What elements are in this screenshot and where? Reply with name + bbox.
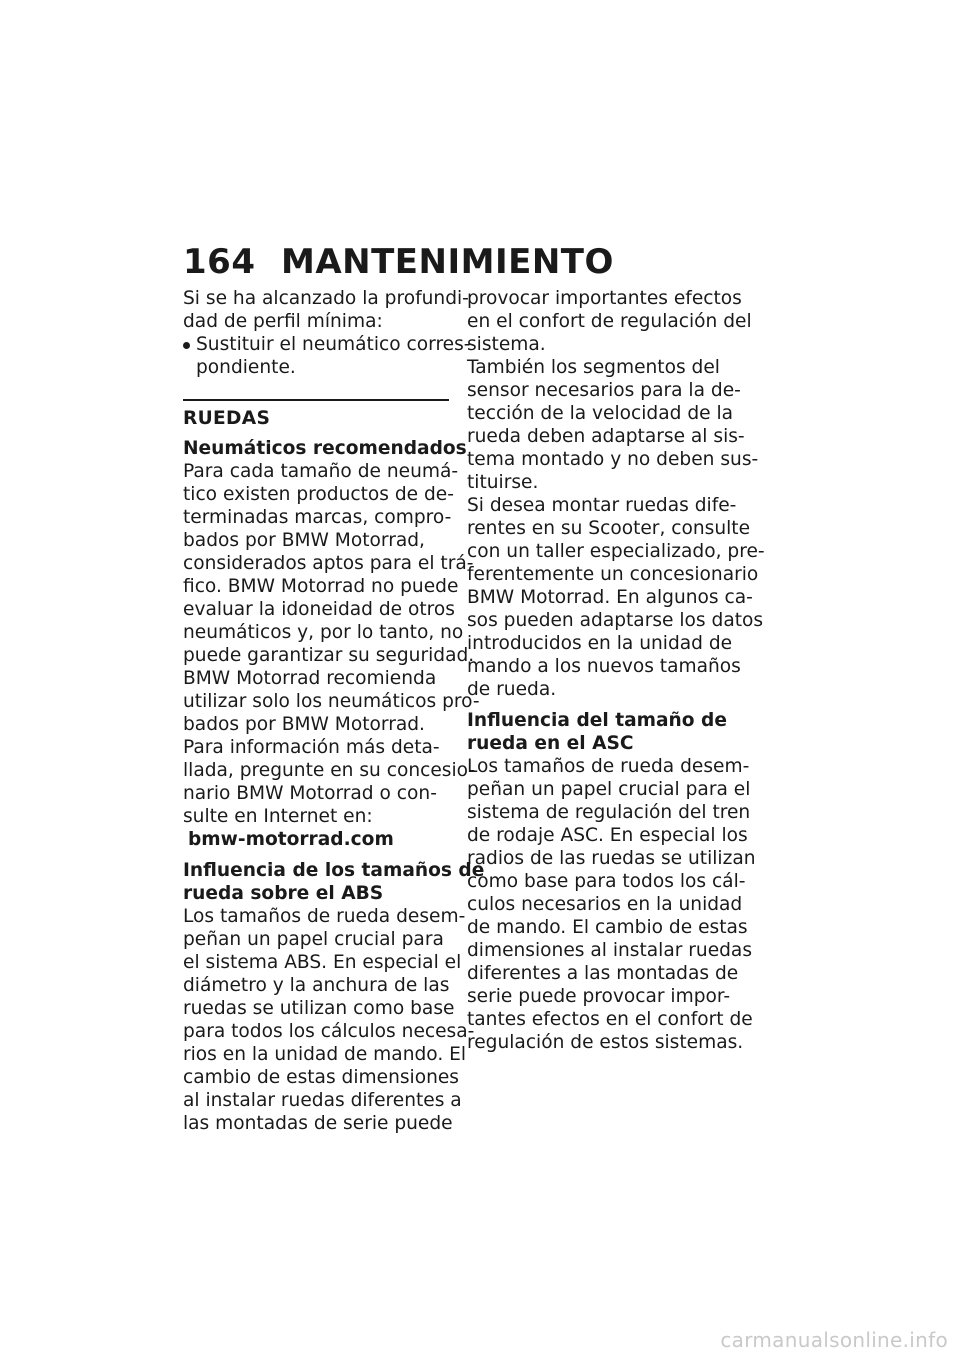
bullet-item xyxy=(183,333,471,379)
text-line: rueda en el ASC xyxy=(467,733,634,754)
page-header xyxy=(183,242,614,282)
paragraph xyxy=(467,755,756,1054)
text-line: diámetro y la anchura de las xyxy=(183,975,450,996)
text-line: de rueda. xyxy=(467,679,557,700)
text-line: peñan un papel crucial para xyxy=(183,929,444,950)
text-line: peñan un papel crucial para el xyxy=(467,779,751,800)
text-line: provocar importantes efectos xyxy=(467,288,742,309)
text-line: para todos los cálculos necesa- xyxy=(183,1021,475,1042)
page-number: 164 xyxy=(183,242,256,282)
text-line: pondiente. xyxy=(196,357,296,378)
text-line: dimensiones al instalar ruedas xyxy=(467,940,753,961)
bullet-dot-icon xyxy=(183,342,190,349)
text-line: Los tamaños de rueda desem- xyxy=(467,756,750,777)
text-line: diferentes a las montadas de xyxy=(467,963,739,984)
section-divider xyxy=(183,399,449,401)
text-line: Para información más deta- xyxy=(183,737,440,758)
text-line: bados por BMW Motorrad. xyxy=(183,714,425,735)
text-line: Influencia de los tamaños de xyxy=(183,860,485,881)
text-line: regulación de estos sistemas. xyxy=(467,1032,744,1053)
text-line: considerados aptos para el trá- xyxy=(183,553,474,574)
text-line: de rodaje ASC. En especial los xyxy=(467,825,748,846)
text-line: radios de las ruedas se utilizan xyxy=(467,848,756,869)
text-line: bados por BMW Motorrad, xyxy=(183,530,425,551)
left-column xyxy=(183,287,485,1135)
text-line: el sistema ABS. En especial el xyxy=(183,952,462,973)
watermark: carmanualsonline.info xyxy=(720,1328,948,1352)
text-line: Si se ha alcanzado la profundi- xyxy=(183,288,469,309)
text-line: nario BMW Motorrad o con- xyxy=(183,783,437,804)
paragraph xyxy=(183,905,475,1135)
website-link[interactable]: bmw-motorrad.com xyxy=(188,829,394,850)
text-line: con un taller especializado, pre- xyxy=(467,541,765,562)
text-line: llada, pregunte en su concesio- xyxy=(183,760,476,781)
subsection-title: Neumáticos recomendados xyxy=(183,438,467,459)
text-line: sensor necesarios para la de- xyxy=(467,380,741,401)
text-line: tituirse. xyxy=(467,472,539,493)
text-line: ferentemente un concesionario xyxy=(467,564,759,585)
paragraph xyxy=(183,736,476,851)
text-line: sos pueden adaptarse los datos xyxy=(467,610,764,631)
text-line: rueda deben adaptarse al sis- xyxy=(467,426,745,447)
text-line: al instalar ruedas diferentes a xyxy=(183,1090,462,1111)
text-line: terminadas marcas, compro- xyxy=(183,507,452,528)
text-line: las montadas de serie puede xyxy=(183,1113,453,1134)
text-line: tico existen productos de de- xyxy=(183,484,454,505)
paragraph xyxy=(183,667,480,736)
paragraph xyxy=(467,287,752,356)
text-line: Los tamaños de rueda desem- xyxy=(183,906,466,927)
subsection-title xyxy=(467,709,739,755)
text-line: fico. BMW Motorrad no puede xyxy=(183,576,459,597)
text-line: tema montado y no deben sus- xyxy=(467,449,759,470)
text-line: tección de la velocidad de la xyxy=(467,403,734,424)
text-line: sistema de regulación del tren xyxy=(467,802,751,823)
subsection-title xyxy=(183,859,485,905)
paragraph xyxy=(467,356,759,494)
text-line: sulte en Internet en: xyxy=(183,806,373,827)
paragraph xyxy=(183,460,475,667)
text-line: BMW Motorrad. En algunos ca- xyxy=(467,587,753,608)
text-line: mando a los nuevos tamaños xyxy=(467,656,741,677)
text-line: serie puede provocar impor- xyxy=(467,986,731,1007)
text-line: Influencia del tamaño de xyxy=(467,710,727,731)
text-line: sistema. xyxy=(467,334,546,355)
text-line: rentes en su Scooter, consulte xyxy=(467,518,751,539)
section-title: RUEDAS xyxy=(183,408,271,429)
text-line: como base para todos los cál- xyxy=(467,871,746,892)
text-line: Sustituir el neumático corres- xyxy=(196,334,471,355)
text-line: También los segmentos del xyxy=(467,357,720,378)
text-line: neumáticos y, por lo tanto, no xyxy=(183,622,464,643)
text-line: BMW Motorrad recomienda xyxy=(183,668,437,689)
text-line: dad de perfil mínima: xyxy=(183,311,383,332)
text-line: en el confort de regulación del xyxy=(467,311,752,332)
text-line: introducidos en la unidad de xyxy=(467,633,733,654)
text-line: utilizar solo los neumáticos pro- xyxy=(183,691,480,712)
text-line: evaluar la idoneidad de otros xyxy=(183,599,455,620)
text-line: rios en la unidad de mando. El xyxy=(183,1044,467,1065)
intro-paragraph xyxy=(183,287,469,333)
right-column xyxy=(467,287,765,1054)
text-line: cambio de estas dimensiones xyxy=(183,1067,459,1088)
text-line: rueda sobre el ABS xyxy=(183,883,384,904)
paragraph xyxy=(467,494,765,701)
text-line: Para cada tamaño de neumá- xyxy=(183,461,459,482)
text-line: ruedas se utilizan como base xyxy=(183,998,455,1019)
text-line: de mando. El cambio de estas xyxy=(467,917,748,938)
text-line: culos necesarios en la unidad xyxy=(467,894,743,915)
text-line: Si desea montar ruedas dife- xyxy=(467,495,737,516)
text-line: puede garantizar su seguridad. xyxy=(183,645,475,666)
chapter-title: MANTENIMIENTO xyxy=(281,242,614,282)
text-line: tantes efectos en el confort de xyxy=(467,1009,753,1030)
